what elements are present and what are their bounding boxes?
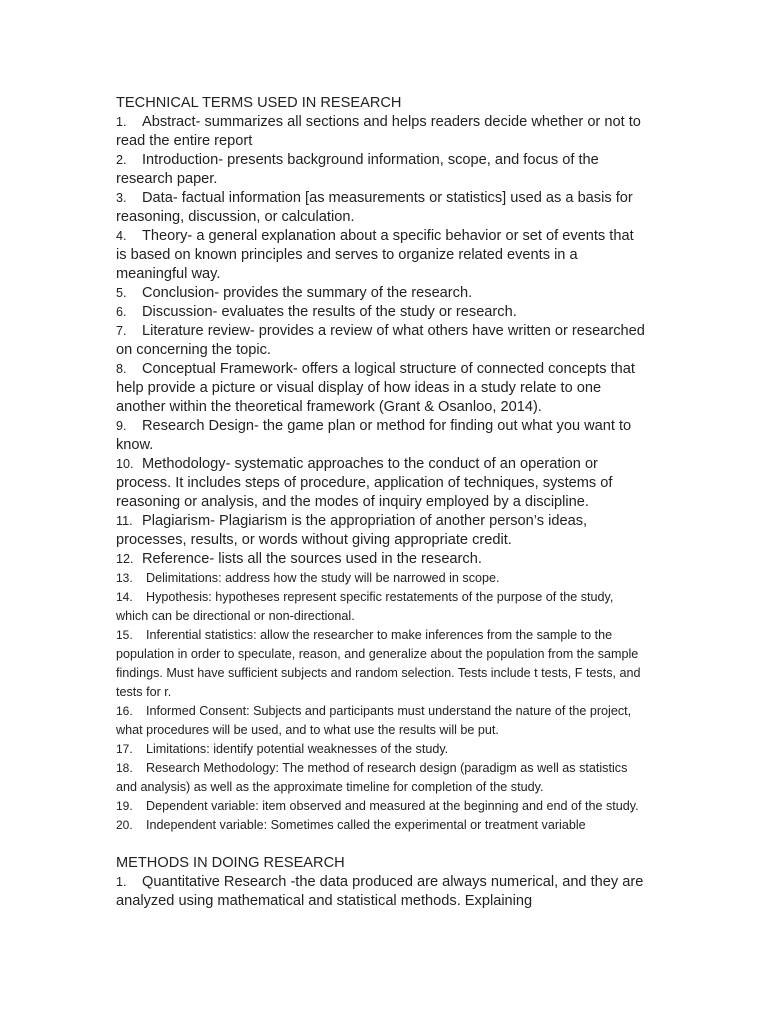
item-number: 4. [116,229,127,243]
section-heading-technical-terms: TECHNICAL TERMS USED IN RESEARCH [116,95,402,111]
item-text: Inferential statistics: allow the researcher to make inferences from the sample to the population in order to speculate, reason, and generalize about the population from the sample findings. Must have sufficient subjects and random selection. Tests include t tests, F tests, and tests for r. [116,628,641,699]
item-text: Informed Consent: Subjects and participants must understand the nature of the project, what procedures will be used, and to what use the results will be put. [116,704,632,737]
list-item [116,417,648,455]
item-number: 7. [116,324,127,338]
list-item [116,550,648,569]
list-item [116,569,648,588]
item-number: 3. [116,191,127,205]
item-text: Hypothesis: hypotheses represent specific restatements of the purpose of the study, which can be directional or non-directional. [116,590,614,623]
methods-list [116,873,648,911]
item-text: Literature review- provides a review of what others have written or researched on concerning the topic. [116,323,645,358]
item-number: 5. [116,286,127,300]
list-item [116,151,648,189]
item-number: 1. [116,115,127,129]
item-text: Introduction- presents background information, scope, and focus of the research paper. [116,152,599,187]
item-text: Research Methodology: The method of research design (paradigm as well as statistics and analysis) as well as the approximate timeline for completion of the study. [116,761,628,794]
item-number: 11. [116,514,133,528]
list-item [116,113,648,151]
item-number: 18. [116,761,133,775]
item-number: 13. [116,571,133,585]
item-text: Discussion- evaluates the results of the study or research. [142,304,517,320]
list-item [116,303,648,322]
list-item [116,455,648,512]
list-item [116,740,648,759]
item-text: Theory- a general explanation about a specific behavior or set of events that is based on known principles and serves to organize related events in a meaningful way. [116,228,634,282]
list-item [116,360,648,417]
list-item [116,322,648,360]
item-text: Methodology- systematic approaches to the conduct of an operation or process. It includes steps of procedure, application of techniques, systems of reasoning or analysis, and the modes of inquiry employed by a discipline. [116,456,613,510]
item-text: Conceptual Framework- offers a logical structure of connected concepts that help provide a picture or visual display of how ideas in a study relate to one another within the theoretical framework (Grant & Osanloo, 2014). [116,361,635,415]
list-item [116,797,648,816]
item-number: 10. [116,457,134,471]
list-item [116,873,648,911]
document-body [116,94,648,911]
item-text: Dependent variable: item observed and measured at the beginning and end of the study. [146,799,639,813]
item-text: Data- factual information [as measurements or statistics] used as a basis for reasoning, discussion, or calculation. [116,190,633,225]
item-number: 6. [116,305,127,319]
item-text: Limitations: identify potential weaknesses of the study. [146,742,449,756]
item-number: 2. [116,153,127,167]
technical-terms-list [116,113,648,835]
item-text: Reference- lists all the sources used in the research. [142,551,482,567]
item-number: 12. [116,552,134,566]
list-item [116,759,648,797]
list-item [116,702,648,740]
section-heading-methods: METHODS IN DOING RESEARCH [116,855,345,871]
item-number: 1. [116,875,127,889]
list-item [116,512,648,550]
item-text: Independent variable: Sometimes called the experimental or treatment variable [146,818,586,832]
item-number: 15. [116,628,133,642]
item-number: 14. [116,590,133,604]
item-number: 9. [116,419,127,433]
item-text: Abstract- summarizes all sections and helps readers decide whether or not to read the entire report [116,114,641,149]
item-text: Research Design- the game plan or method for finding out what you want to know. [116,418,632,453]
item-number: 17. [116,742,133,756]
item-text: Plagiarism- Plagiarism is the appropriation of another person’s ideas, processes, results, or words without giving appropriate credit. [116,513,588,548]
list-item [116,227,648,284]
list-item [116,626,648,702]
item-number: 16. [116,704,133,718]
list-item [116,588,648,626]
list-item [116,189,648,227]
spacer [116,835,648,854]
item-number: 19. [116,799,133,813]
item-text: Delimitations: address how the study will be narrowed in scope. [146,571,500,585]
item-text: Conclusion- provides the summary of the research. [142,285,473,301]
item-number: 20. [116,818,133,832]
list-item [116,284,648,303]
list-item [116,816,648,835]
item-number: 8. [116,362,127,376]
item-text: Quantitative Research -the data produced are always numerical, and they are analyzed using mathematical and statistical methods. Explaining [116,874,644,909]
